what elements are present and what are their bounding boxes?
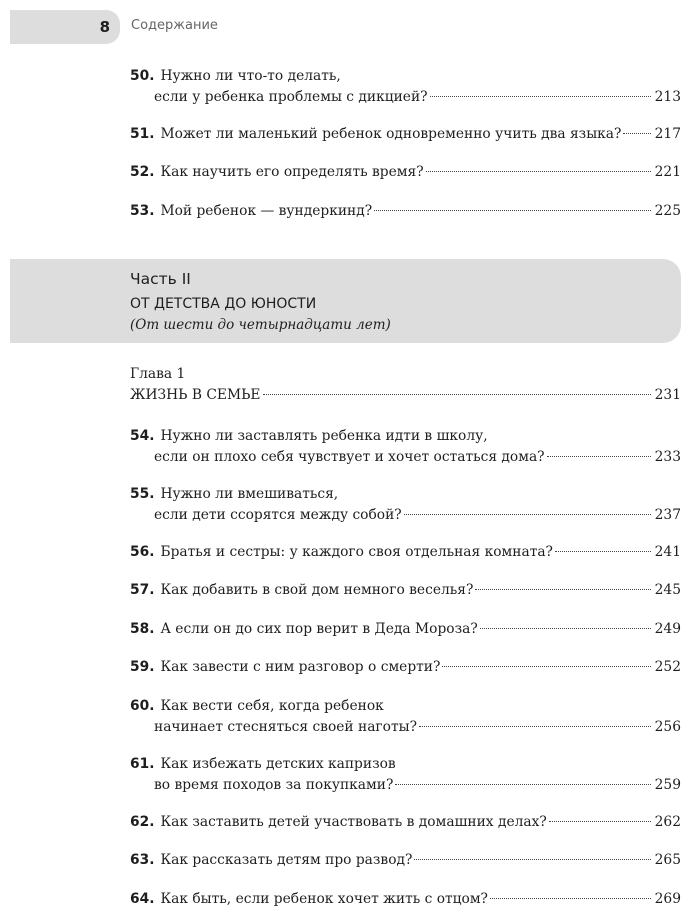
leader-dots bbox=[414, 859, 650, 860]
chapter-title: ЖИЗНЬ В СЕМЬЕ bbox=[130, 387, 261, 403]
toc-entry[interactable] bbox=[130, 484, 681, 526]
part-title: Часть II bbox=[130, 270, 191, 288]
entry-title: Нужно ли заставлять ребенка идти в школу, bbox=[160, 428, 488, 444]
entry-title: Как рассказать детям про развод? bbox=[160, 852, 413, 868]
entry-title: А если он до сих пор верит в Деда Мороза? bbox=[160, 621, 478, 637]
leader-dots bbox=[419, 726, 651, 727]
leader-dots bbox=[549, 821, 651, 822]
entry-number: 54. bbox=[130, 428, 155, 444]
entry-number: 58. bbox=[130, 621, 155, 637]
toc-entry[interactable] bbox=[130, 619, 681, 640]
leader-dots bbox=[480, 628, 651, 629]
entry-page: 262 bbox=[654, 814, 681, 830]
part-subtitle: ОТ ДЕТСТВА ДО ЮНОСТИ bbox=[130, 296, 317, 312]
entry-page: 237 bbox=[654, 507, 681, 523]
entry-number: 50. bbox=[130, 68, 155, 84]
entry-title: Братья и сестры: у каждого своя отдельная комната? bbox=[160, 544, 553, 560]
entry-title-cont: если он плохо себя чувствует и хочет остаться дома? bbox=[154, 449, 545, 465]
entry-number: 64. bbox=[130, 891, 155, 907]
toc-entry[interactable] bbox=[130, 580, 681, 601]
entry-page: 225 bbox=[654, 203, 681, 219]
entry-title: Нужно ли вмешиваться, bbox=[160, 486, 339, 502]
leader-dots bbox=[426, 171, 651, 172]
toc-entry[interactable] bbox=[130, 162, 681, 183]
entry-number: 53. bbox=[130, 203, 155, 219]
toc-entry[interactable] bbox=[130, 201, 681, 222]
toc-entry[interactable] bbox=[130, 124, 681, 145]
toc-entry[interactable] bbox=[130, 696, 681, 738]
leader-dots bbox=[263, 394, 651, 395]
toc-entry[interactable] bbox=[130, 850, 681, 871]
entry-title-cont: начинает стесняться своей наготы? bbox=[154, 719, 417, 735]
chapter-page: 231 bbox=[654, 387, 681, 403]
entry-number: 59. bbox=[130, 659, 155, 675]
leader-dots bbox=[547, 456, 651, 457]
entry-title: Может ли маленький ребенок одновременно учить два языка? bbox=[160, 126, 622, 142]
entry-number: 51. bbox=[130, 126, 155, 142]
part-age-note: (От шести до четырнадцати лет) bbox=[130, 317, 391, 333]
entry-page: 249 bbox=[654, 621, 681, 637]
entry-title: Мой ребенок — вундеркинд? bbox=[160, 203, 373, 219]
entry-page: 217 bbox=[654, 126, 681, 142]
toc-entry[interactable] bbox=[130, 754, 681, 796]
entry-title: Как научить его определять время? bbox=[160, 164, 424, 180]
toc-entry[interactable] bbox=[130, 542, 681, 563]
leader-dots bbox=[404, 514, 651, 515]
leader-dots bbox=[430, 96, 651, 97]
entry-title-cont: если дети ссорятся между собой? bbox=[154, 507, 402, 523]
entry-title: Как заставить детей участвовать в домашних делах? bbox=[160, 814, 547, 830]
leader-dots bbox=[490, 898, 651, 899]
entry-title-cont: если у ребенка проблемы с дикцией? bbox=[154, 89, 428, 105]
entry-page: 245 bbox=[654, 582, 681, 598]
leader-dots bbox=[395, 784, 650, 785]
toc-entry[interactable] bbox=[130, 889, 681, 910]
entry-page: 213 bbox=[654, 89, 681, 105]
entry-number: 63. bbox=[130, 852, 155, 868]
running-title: Содержание bbox=[131, 18, 218, 33]
entry-number: 60. bbox=[130, 698, 155, 714]
part-header-box bbox=[10, 259, 681, 343]
toc-entry[interactable] bbox=[130, 657, 681, 678]
toc-entry[interactable] bbox=[130, 66, 681, 108]
entry-title: Как завести с ним разговор о смерти? bbox=[160, 659, 441, 675]
entry-title: Как добавить в свой дом немного веселья? bbox=[160, 582, 474, 598]
entry-page: 252 bbox=[654, 659, 681, 675]
entry-number: 56. bbox=[130, 544, 155, 560]
entry-title: Как вести себя, когда ребенок bbox=[160, 698, 384, 714]
entry-number: 52. bbox=[130, 164, 155, 180]
leader-dots bbox=[442, 666, 650, 667]
leader-dots bbox=[623, 133, 650, 134]
leader-dots bbox=[475, 589, 650, 590]
entry-page: 265 bbox=[654, 852, 681, 868]
entry-number: 62. bbox=[130, 814, 155, 830]
chapter-label: Глава 1 bbox=[130, 366, 186, 382]
entry-title-cont: во время походов за покупками? bbox=[154, 777, 394, 793]
entry-title: Как быть, если ребенок хочет жить с отцом? bbox=[160, 891, 488, 907]
entry-page: 259 bbox=[654, 777, 681, 793]
entry-page: 269 bbox=[654, 891, 681, 907]
page-number-tab bbox=[10, 10, 120, 44]
entry-page: 233 bbox=[654, 449, 681, 465]
toc-entry[interactable] bbox=[130, 426, 681, 468]
entry-page: 221 bbox=[654, 164, 681, 180]
leader-dots bbox=[374, 210, 651, 211]
page-number: 8 bbox=[99, 18, 110, 36]
entry-title: Как избежать детских капризов bbox=[160, 756, 396, 772]
entry-page: 241 bbox=[654, 544, 681, 560]
entry-number: 55. bbox=[130, 486, 155, 502]
chapter-title-entry[interactable] bbox=[130, 385, 681, 406]
leader-dots bbox=[555, 551, 651, 552]
entry-number: 57. bbox=[130, 582, 155, 598]
entry-number: 61. bbox=[130, 756, 155, 772]
toc-entry[interactable] bbox=[130, 812, 681, 833]
entry-title: Нужно ли что-то делать, bbox=[160, 68, 341, 84]
entry-page: 256 bbox=[654, 719, 681, 735]
